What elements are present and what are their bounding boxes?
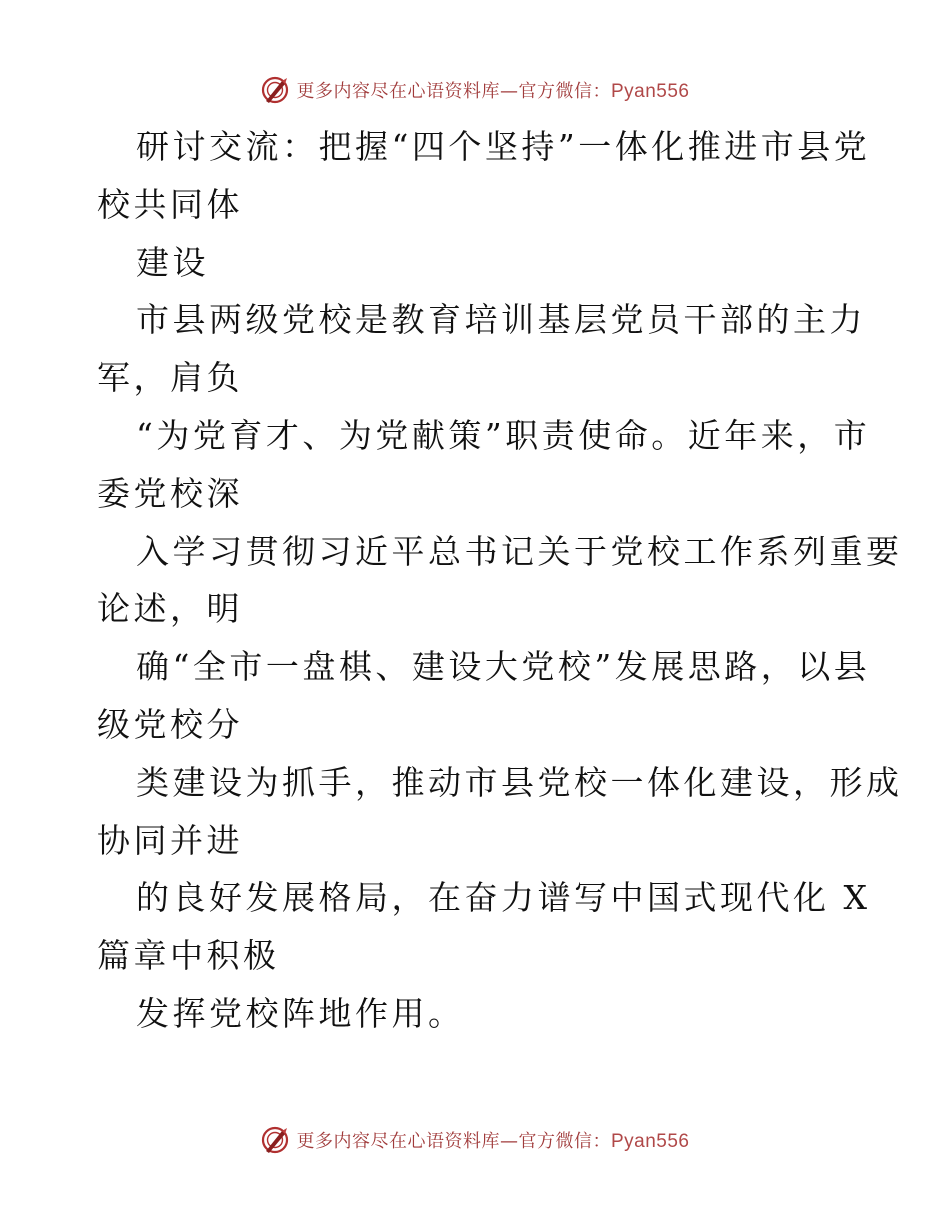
paragraph-line: 级党校分 xyxy=(97,704,243,744)
header-watermark xyxy=(0,70,950,110)
watermark-prefix: 更多内容尽在心语资料库—官方微信： xyxy=(296,1131,611,1152)
paragraph-line: 的良好发展格局，在奋力谱写中国式现代化 X xyxy=(136,878,871,918)
watermark-text xyxy=(296,1127,689,1153)
title-line: 建设 xyxy=(136,242,209,282)
document-body xyxy=(97,118,903,1043)
paragraph-line: 篇章中积极 xyxy=(97,936,280,976)
quill-pen-seal-icon xyxy=(260,1125,290,1155)
paragraph-line: 协同并进 xyxy=(97,820,243,860)
paragraph-line: 发挥党校阵地作用。 xyxy=(136,993,465,1033)
paragraph-line: 军，肩负 xyxy=(97,358,243,398)
paragraph-line: 类建设为抓手，推动市县党校一体化建设，形成 xyxy=(136,762,903,802)
paragraph-line: “为党育才、为党献策”职责使命。近年来，市 xyxy=(136,415,871,455)
footer-watermark xyxy=(0,1120,950,1160)
paragraph-line: 论述，明 xyxy=(97,589,243,629)
quill-pen-seal-icon xyxy=(260,75,290,105)
paragraph-line: 市县两级党校是教育培训基层党员干部的主力 xyxy=(136,300,866,340)
watermark-handle: Pyan556 xyxy=(610,81,690,102)
paragraph-line: 委党校深 xyxy=(97,473,243,513)
paragraph-line: 确“全市一盘棋、建设大党校”发展思路，以县 xyxy=(136,647,871,687)
paragraph-line: 入学习贯彻习近平总书记关于党校工作系列重要 xyxy=(136,531,903,571)
watermark-text xyxy=(296,77,689,103)
title-line: 校共同体 xyxy=(97,184,243,224)
watermark-prefix: 更多内容尽在心语资料库—官方微信： xyxy=(296,81,611,102)
title-line: 研讨交流：把握“四个坚持”一体化推进市县党 xyxy=(136,127,871,166)
watermark-handle: Pyan556 xyxy=(610,1131,690,1152)
